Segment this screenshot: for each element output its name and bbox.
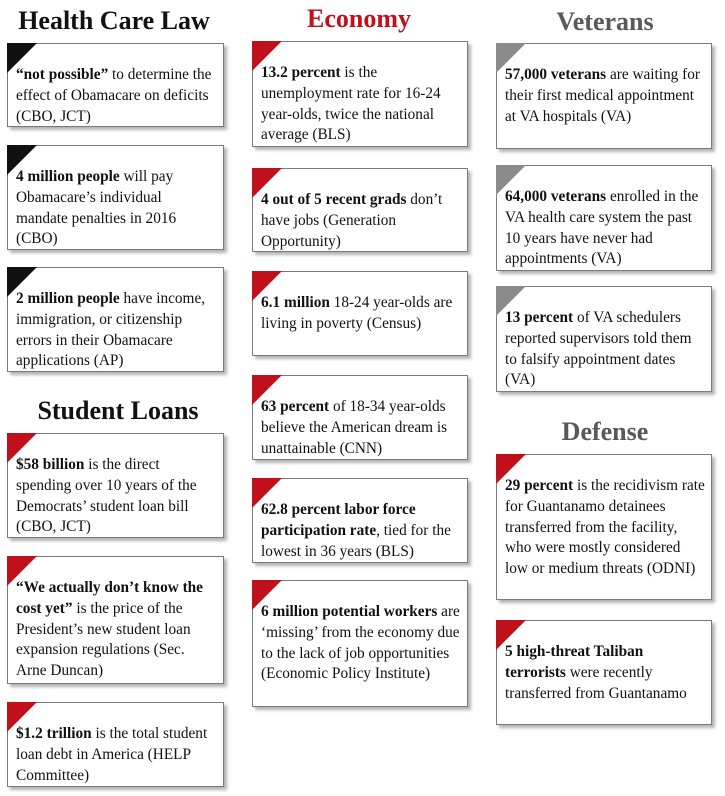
fact-text: will pay Obamacare’s individual mandate penalties in 2016 (CBO) [16, 168, 177, 248]
corner-accent [7, 433, 37, 463]
fact-card [252, 375, 468, 460]
section-heading-veterans: Veterans [556, 7, 654, 36]
fact-text: to determine the effect of Obamacare on deficits (CBO, JCT) [16, 66, 212, 125]
fact-card [7, 702, 224, 787]
fact-text: have income, immigration, or citizenship errors in their Obamacare applications (AP) [16, 290, 206, 370]
fact-text: of VA schedulers reported supervisors told them to falsify appointment dates (VA) [505, 309, 692, 389]
fact-highlight: 62.8 percent labor force participation rate [261, 501, 416, 539]
fact-card [252, 41, 468, 147]
fact-highlight: 2 million people [16, 290, 120, 307]
corner-accent [252, 41, 282, 71]
fact-text: don’t have jobs (Generation Opportunity) [261, 191, 443, 250]
fact-card [496, 286, 712, 392]
corner-accent [252, 478, 282, 508]
fact-text: is the unemployment rate for 16-24 year-olds, twice the national average (BLS) [261, 64, 441, 144]
fact-highlight: $58 billion [16, 456, 85, 473]
fact-card [252, 580, 468, 707]
fact-card [496, 454, 712, 600]
section-heading-student-loans: Student Loans [37, 396, 199, 425]
fact-highlight: 64,000 veterans [505, 188, 607, 205]
fact-text: is the price of the President’s new student loan expansion regulations (Sec. Arne Duncan) [16, 599, 191, 680]
fact-highlight: “We actually don’t know the cost yet” [16, 579, 203, 617]
fact-card [7, 556, 224, 684]
corner-accent [496, 286, 526, 316]
fact-highlight: 63 percent [261, 398, 330, 415]
fact-highlight: 6.1 million [261, 294, 330, 311]
fact-text: are ‘missing’ from the economy due to the lack of job opportunities (Economic Policy Institute) [261, 603, 460, 683]
section-heading-defense: Defense [561, 417, 649, 446]
fact-card [252, 478, 468, 563]
fact-text: is the recidivism rate for Guantanamo detainees transferred from the facility, who were mostly considered low or medium threats (ODNI) [505, 477, 705, 578]
corner-accent [496, 620, 526, 650]
fact-text: enrolled in the VA health care system the past 10 years have never had appointments (VA) [505, 188, 699, 268]
fact-card [496, 165, 712, 271]
fact-card [496, 43, 712, 149]
corner-accent [7, 556, 37, 586]
fact-highlight: 13 percent [505, 309, 574, 326]
corner-accent [7, 145, 37, 175]
fact-card [7, 267, 224, 372]
fact-card [252, 271, 468, 356]
fact-highlight: 4 million people [16, 168, 120, 185]
section-heading-health-care: Health Care Law [18, 6, 210, 35]
fact-highlight: “not possible” [16, 66, 109, 83]
corner-accent [7, 43, 37, 73]
corner-accent [496, 165, 526, 195]
fact-card [252, 168, 468, 252]
fact-card [7, 43, 224, 127]
fact-card [496, 620, 712, 725]
section-heading-economy: Economy [307, 4, 411, 33]
fact-highlight: 5 high-threat Taliban terrorists [505, 643, 644, 681]
fact-text: is the total student loan debt in America (HELP Committee) [16, 725, 208, 784]
fact-highlight: 6 million potential workers [261, 603, 438, 620]
fact-text: is the direct spending over 10 years of the Democrats’ student loan bill (CBO, JCT) [16, 456, 197, 536]
corner-accent [252, 168, 282, 198]
fact-highlight: 57,000 veterans [505, 66, 607, 83]
fact-text: are waiting for their first medical appointment at VA hospitals (VA) [505, 66, 700, 125]
fact-text: of 18-34 year-olds believe the American dream is unattainable (CNN) [261, 398, 448, 457]
fact-text: 18-24 year-olds are living in poverty (Census) [261, 294, 453, 332]
fact-text: , tied for the lowest in 36 years (BLS) [261, 521, 451, 560]
fact-card [7, 433, 224, 538]
corner-accent [252, 580, 282, 610]
corner-accent [252, 271, 282, 301]
fact-highlight: 4 out of 5 recent grads [261, 191, 407, 208]
fact-highlight: 29 percent [505, 477, 574, 494]
corner-accent [7, 267, 37, 297]
corner-accent [7, 702, 37, 732]
corner-accent [496, 43, 526, 73]
corner-accent [252, 375, 282, 405]
corner-accent [496, 454, 526, 484]
fact-highlight: 13.2 percent [261, 64, 341, 81]
fact-highlight: $1.2 trillion [16, 725, 92, 742]
fact-card [7, 145, 224, 250]
fact-text: were recently transferred from Guantanamo [505, 663, 687, 702]
